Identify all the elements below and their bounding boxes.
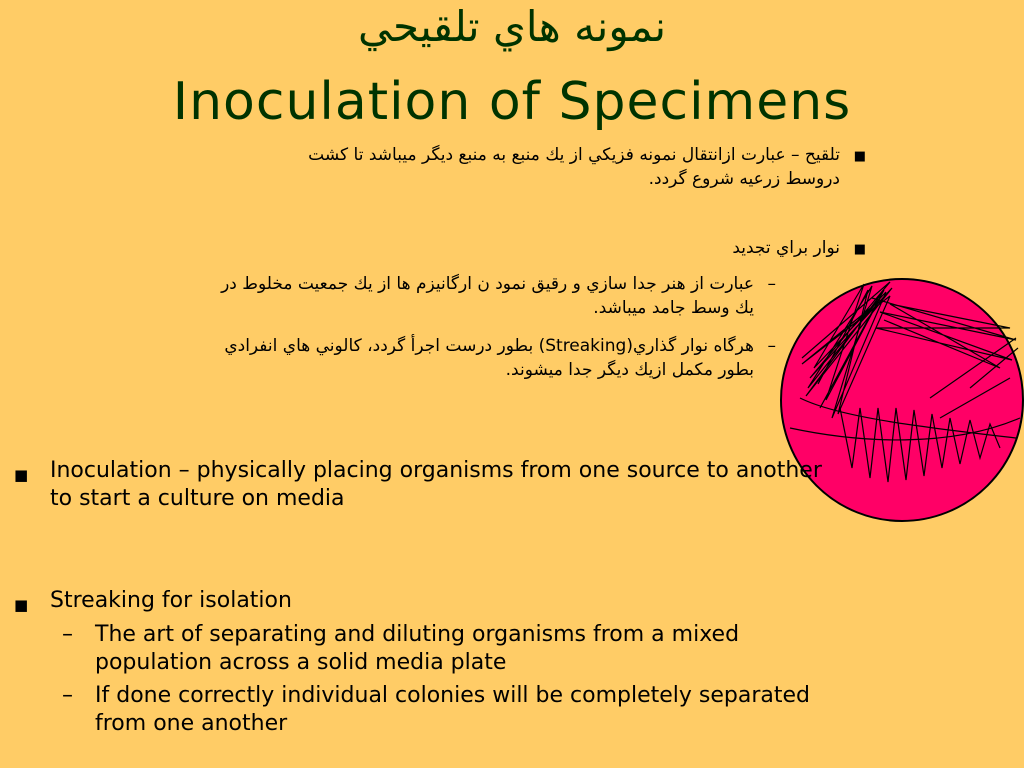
square-bullet-icon: ■ <box>14 466 29 484</box>
dash-bullet-icon: – <box>767 274 776 294</box>
persian-bullet-line: دروسط زرعيه شروع گردد. <box>648 169 840 189</box>
persian-bullet-line: تلقيح – عبارت ازانتقال نمونه فزيكي از يك منبع به منبع ديگر ميباشد تا كشت <box>308 145 840 165</box>
english-bullet-streaking <box>14 587 834 615</box>
square-bullet-icon: ■ <box>853 149 866 164</box>
persian-bullet-inoculation <box>80 143 866 191</box>
persian-subbullet-line: بطور مكمل ازيك ديگر جدا ميشوند. <box>505 360 754 380</box>
persian-bullet-streaking <box>80 236 866 260</box>
english-bullet-inoculation <box>14 457 834 513</box>
persian-subbullet-colonies <box>4 334 776 382</box>
slide-title-persian: نمونه هاي تلقيحي <box>357 2 667 51</box>
english-subbullet-text: The art of separating and diluting organisms from a mixed population across a solid media plate <box>95 622 740 675</box>
dash-bullet-icon: – <box>767 336 776 356</box>
square-bullet-icon: ■ <box>853 242 866 257</box>
persian-subbullet-line: هرگاه نوار گذاري(Streaking) بطور درست اجرأ گردد، كالوني هاي انفرادي <box>224 336 754 356</box>
square-bullet-icon: ■ <box>14 596 29 614</box>
slide-title-english: Inoculation of Specimens <box>172 72 852 132</box>
english-subbullet-art <box>62 621 822 677</box>
dash-bullet-icon: – <box>62 683 73 708</box>
english-bullet-text: Streaking for isolation <box>50 588 292 613</box>
persian-subbullet-line: يك وسط جامد ميباشد. <box>593 298 754 318</box>
english-bullet-text: Inoculation – physically placing organisms from one source to another to start a culture on media <box>50 458 822 511</box>
persian-subbullet-line: عبارت از هنر جدا سازي و رقيق نمود ن ارگانيزم ها از يك جمعيت مخلوط در <box>221 274 754 294</box>
english-subbullet-colonies <box>62 682 822 738</box>
persian-subbullet-art <box>4 272 776 320</box>
english-subbullet-text: If done correctly individual colonies will be completely separated from one another <box>95 683 811 736</box>
dash-bullet-icon: – <box>62 622 73 647</box>
persian-bullet-line: نوار براي تجديد <box>732 238 840 258</box>
